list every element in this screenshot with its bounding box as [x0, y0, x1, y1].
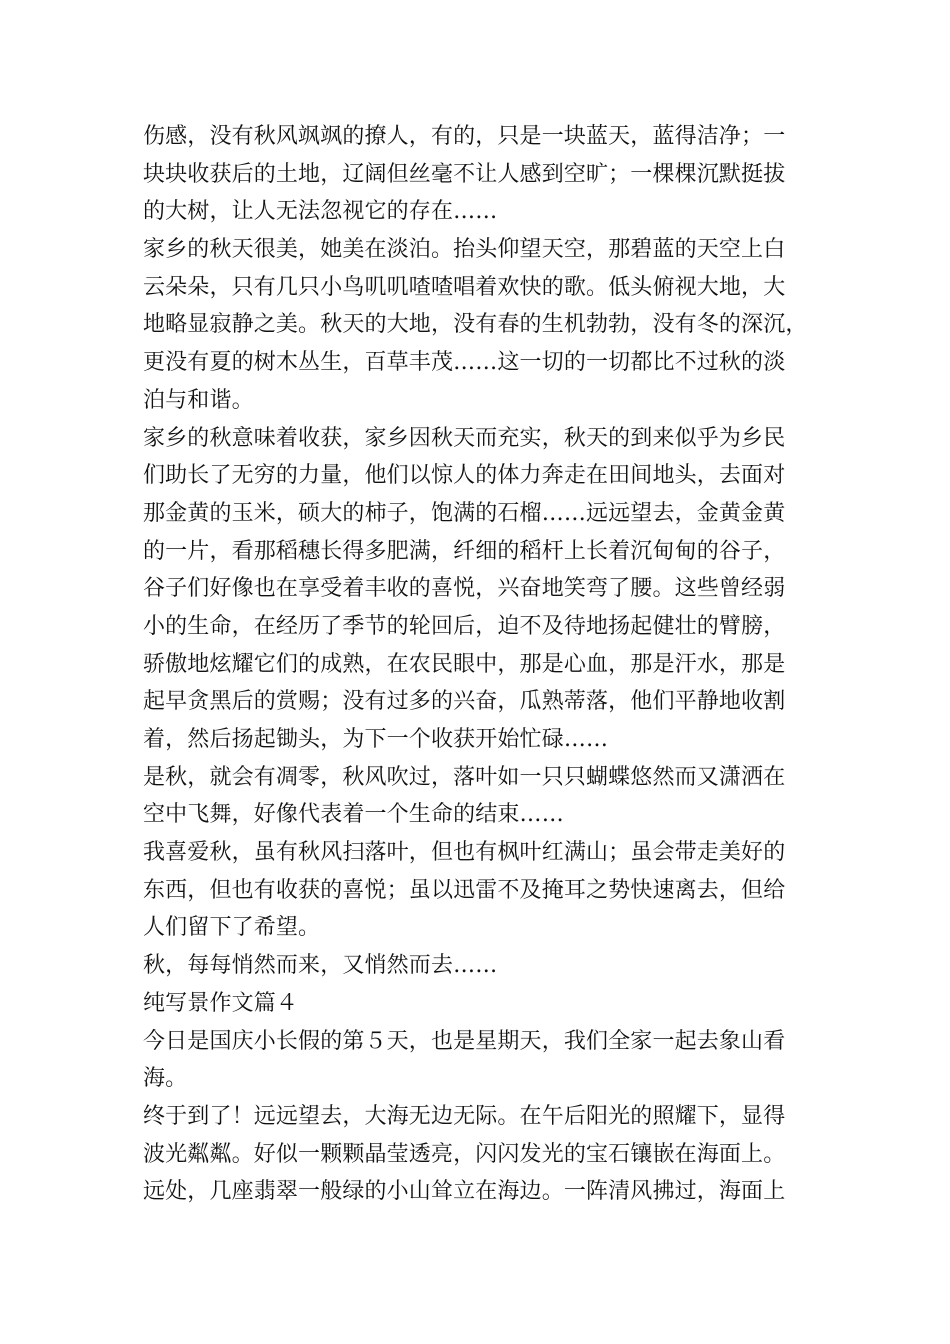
text-line: 今日是国庆小长假的第５天，也是星期天，我们全家一起去象山看: [143, 1028, 786, 1054]
text-line: 远处，几座翡翠一般绿的小山耸立在海边。一阵清风拂过，海面上: [143, 1179, 786, 1205]
text-line: 终于到了！远远望去，大海无边无际。在午后阳光的照耀下，显得: [143, 1103, 786, 1129]
text-line: 谷子们好像也在享受着丰收的喜悦，兴奋地笑弯了腰。这些曾经弱: [143, 576, 786, 602]
text-line: 的大树，让人无法忽视它的存在……: [143, 199, 498, 225]
text-line: 空中飞舞，好像代表着一个生命的结束……: [143, 802, 564, 828]
text-line: 更没有夏的树木丛生，百草丰茂……这一切的一切都比不过秋的淡: [143, 350, 786, 376]
text-line: 波光粼粼。好似一颗颗晶莹透亮，闪闪发光的宝石镶嵌在海面上。: [143, 1141, 786, 1167]
text-line: 们助长了无穷的力量，他们以惊人的体力奔走在田间地头，去面对: [143, 463, 786, 489]
text-line: 块块收获后的土地，辽阔但丝毫不让人感到空旷；一棵棵沉默挺拔: [143, 161, 786, 187]
text-line: 着，然后扬起锄头，为下一个收获开始忙碌……: [143, 727, 609, 752]
text-line: 小的生命，在经历了季节的轮回后，迫不及待地扬起健壮的臂膀，: [143, 613, 786, 639]
text-line: 人们留下了希望。: [143, 915, 321, 941]
text-line: 我喜爱秋，虽有秋风扫落叶，但也有枫叶红满山；虽会带走美好的: [143, 840, 786, 866]
section-heading: 纯写景作文篇４: [143, 990, 299, 1016]
text-line: 家乡的秋天很美，她美在淡泊。抬头仰望天空，那碧蓝的天空上白: [143, 237, 786, 263]
text-line: 地略显寂静之美。秋天的大地，没有春的生机勃勃，没有冬的深沉，: [143, 312, 808, 338]
text-line: 起早贪黑后的赏赐；没有过多的兴奋，瓜熟蒂落，他们平静地收割: [143, 689, 786, 715]
text-line: 骄傲地炫耀它们的成熟，在农民眼中，那是心血，那是汗水，那是: [143, 651, 786, 677]
text-line: 伤感，没有秋风飒飒的撩人，有的，只是一块蓝天，蓝得洁净；一: [143, 124, 786, 149]
text-line: 家乡的秋意味着收获，家乡因秋天而充实，秋天的到来似乎为乡民: [143, 425, 786, 451]
text-line: 那金黄的玉米，硕大的柿子，饱满的石榴……远远望去，金黄金黄: [143, 500, 786, 526]
text-line: 云朵朵，只有几只小鸟叽叽喳喳唱着欢快的歌。低头俯视大地，大: [143, 274, 786, 300]
text-line: 秋，每每悄然而来，又悄然而去……: [143, 953, 498, 979]
text-line: 海。: [143, 1066, 188, 1092]
text-line: 是秋，就会有凋零，秋风吹过，落叶如一只只蝴蝶悠然而又潇洒在: [143, 764, 786, 790]
text-line: 泊与和谐。: [143, 387, 254, 413]
document-body: [143, 118, 813, 1211]
text-line: 东西，但也有收获的喜悦；虽以迅雷不及掩耳之势快速离去，但给: [143, 877, 786, 903]
text-line: 的一片，看那稻穗长得多肥满，纤细的稻杆上长着沉甸甸的谷子，: [143, 538, 786, 564]
